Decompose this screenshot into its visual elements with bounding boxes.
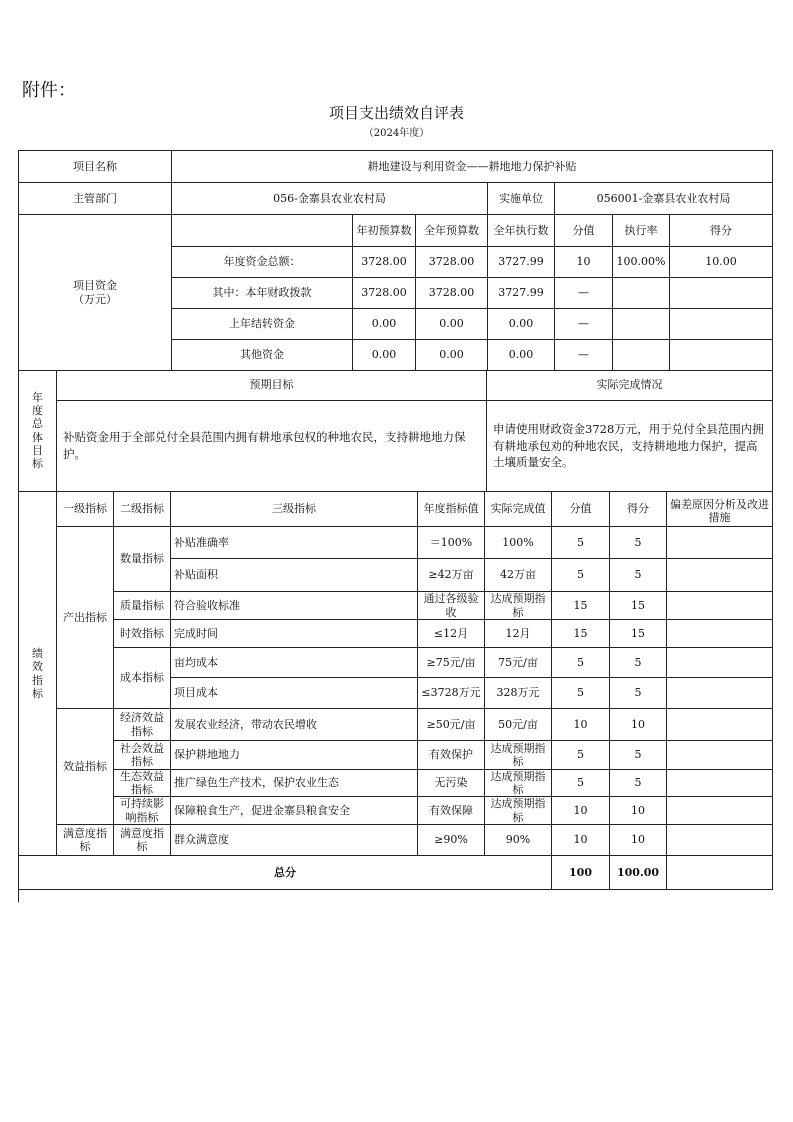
funds-label: 项目资金 （万元） — [19, 215, 172, 371]
funds-header: 分值 — [555, 215, 613, 247]
goals-side-label: 年 度 总 体 目 标 — [19, 370, 57, 492]
expected-goal-header: 预期目标 — [57, 370, 487, 401]
indicator-actual: 50元/亩 — [485, 709, 552, 741]
funds-row-label: 上年结转资金 — [172, 309, 353, 340]
indicator-score: 10 — [552, 709, 610, 741]
indicator-score: 5 — [552, 527, 610, 559]
indicator-name: 补贴准确率 — [171, 527, 418, 559]
funds-cell: 0.00 — [353, 340, 416, 371]
level2-cost: 成本指标 — [114, 648, 171, 709]
impl-value: 056001-金寨县农业农村局 — [555, 183, 773, 215]
level2-quantity: 数量指标 — [114, 527, 171, 592]
funds-cell: 3727.99 — [488, 247, 555, 278]
level2-timeliness: 时效指标 — [114, 620, 171, 648]
funds-cell: 3727.99 — [488, 278, 555, 309]
indicator-target: ≥90% — [418, 825, 485, 856]
indicator-target: ≤3728万元 — [418, 678, 485, 709]
funds-cell: 3728.00 — [353, 278, 416, 309]
actual-result-text: 申请使用财政资金3728万元，用于兑付全县范围内拥有耕地承包劝的种地农民，支持耕地地力保护，提高土壤质量安全。 — [487, 401, 773, 492]
indicator-name: 完成时间 — [171, 620, 418, 648]
funds-cell: — — [555, 340, 613, 371]
indicator-actual: 100% — [485, 527, 552, 559]
indicator-score: 15 — [552, 620, 610, 648]
indicator-target: ≥42万亩 — [418, 559, 485, 592]
funds-cell: 0.00 — [353, 309, 416, 340]
indicator-target: 无污染 — [418, 770, 485, 797]
level1-benefit: 效益指标 — [57, 709, 114, 825]
indicator-remark — [667, 709, 773, 741]
funds-cell: 0.00 — [488, 309, 555, 340]
indicator-target: ≤12月 — [418, 620, 485, 648]
funds-cell — [613, 278, 670, 309]
funds-cell — [613, 340, 670, 371]
indicator-name: 补贴面积 — [171, 559, 418, 592]
total-label: 总分 — [19, 856, 552, 890]
goals-table — [18, 370, 773, 492]
indicator-target: ≥75元/亩 — [418, 648, 485, 678]
page-title: 项目支出绩效自评表 — [328, 104, 464, 122]
indicator-remark — [667, 797, 773, 825]
total-score: 100 — [552, 856, 610, 890]
funds-cell: 10 — [555, 247, 613, 278]
indicator-name: 亩均成本 — [171, 648, 418, 678]
funds-header: 全年预算数 — [416, 215, 488, 247]
indicator-actual: 328万元 — [485, 678, 552, 709]
indicator-got: 5 — [610, 527, 667, 559]
funds-cell: 3728.00 — [416, 247, 488, 278]
indicator-score: 5 — [552, 648, 610, 678]
attachment-label: 附件： — [22, 80, 76, 101]
indicator-actual: 90% — [485, 825, 552, 856]
project-name-label: 项目名称 — [19, 151, 172, 183]
funds-header: 年初预算数 — [353, 215, 416, 247]
project-funds-table — [18, 150, 773, 371]
indicator-header: 偏差原因分析及改进措施 — [667, 492, 773, 527]
indicator-got: 5 — [610, 559, 667, 592]
impl-label: 实施单位 — [488, 183, 555, 215]
indicator-remark — [667, 825, 773, 856]
indicator-remark — [667, 592, 773, 620]
report-year: （2024年度） — [363, 128, 430, 139]
indicator-got: 15 — [610, 620, 667, 648]
indicator-score: 5 — [552, 559, 610, 592]
indicator-name: 群众满意度 — [171, 825, 418, 856]
indicator-target: ＝100% — [418, 527, 485, 559]
indicator-header: 一级指标 — [57, 492, 114, 527]
indicator-got: 15 — [610, 592, 667, 620]
dept-label: 主管部门 — [19, 183, 172, 215]
funds-header: 执行率 — [613, 215, 670, 247]
funds-cell — [670, 278, 773, 309]
indicator-header: 二级指标 — [114, 492, 171, 527]
funds-cell: 100.00% — [613, 247, 670, 278]
indicator-target: 通过各级验收 — [418, 592, 485, 620]
indicator-name: 保障粮食生产，促进金寨县粮食安全 — [171, 797, 418, 825]
actual-result-header: 实际完成情况 — [487, 370, 773, 401]
funds-row-label: 其中：本年财政拨款 — [172, 278, 353, 309]
indicator-got: 10 — [610, 797, 667, 825]
level2-ecological: 生态效益指标 — [114, 770, 171, 797]
indicators-table — [18, 492, 773, 902]
indicator-actual: 42万亩 — [485, 559, 552, 592]
dept-value: 056-金寨县农业农村局 — [172, 183, 488, 215]
funds-cell — [613, 309, 670, 340]
indicator-name: 发展农业经济，带动农民增收 — [171, 709, 418, 741]
funds-cell — [670, 309, 773, 340]
indicator-score: 5 — [552, 741, 610, 770]
indicator-remark — [667, 559, 773, 592]
total-got: 100.00 — [610, 856, 667, 890]
indicator-actual: 达成预期指标 — [485, 797, 552, 825]
funds-header: 得分 — [670, 215, 773, 247]
funds-header-blank — [172, 215, 353, 247]
indicator-got: 5 — [610, 741, 667, 770]
project-name: 耕地建设与利用资金——耕地地力保护补贴 — [172, 151, 773, 183]
funds-cell — [670, 340, 773, 371]
funds-cell: 3728.00 — [416, 278, 488, 309]
indicator-got: 5 — [610, 678, 667, 709]
indicator-remark — [667, 678, 773, 709]
indicator-remark — [667, 527, 773, 559]
indicator-header: 三级指标 — [171, 492, 418, 527]
indicator-target: ≥50元/亩 — [418, 709, 485, 741]
level1-satisfaction: 满意度指标 — [57, 825, 114, 856]
indicator-remark — [667, 770, 773, 797]
level2-quality: 质量指标 — [114, 592, 171, 620]
indicator-got: 10 — [610, 709, 667, 741]
funds-cell: — — [555, 278, 613, 309]
indicator-actual: 达成预期指标 — [485, 592, 552, 620]
indicator-header: 年度指标值 — [418, 492, 485, 527]
indicator-actual: 75元/亩 — [485, 648, 552, 678]
indicator-target: 有效保护 — [418, 741, 485, 770]
funds-header: 全年执行数 — [488, 215, 555, 247]
indicator-header: 实际完成值 — [485, 492, 552, 527]
indicator-got: 5 — [610, 648, 667, 678]
indicator-name: 推广绿色生产技术，保护农业生态 — [171, 770, 418, 797]
funds-cell: — — [555, 309, 613, 340]
funds-row-label: 其他资金 — [172, 340, 353, 371]
funds-row-label: 年度资金总额： — [172, 247, 353, 278]
indicator-score: 15 — [552, 592, 610, 620]
indicator-remark — [667, 648, 773, 678]
indicator-name: 符合验收标准 — [171, 592, 418, 620]
funds-cell: 0.00 — [416, 340, 488, 371]
level1-output: 产出指标 — [57, 527, 114, 709]
funds-cell: 0.00 — [416, 309, 488, 340]
indicator-remark — [667, 741, 773, 770]
indicator-score: 5 — [552, 770, 610, 797]
funds-cell: 3728.00 — [353, 247, 416, 278]
indicator-actual: 12月 — [485, 620, 552, 648]
level2-social: 社会效益指标 — [114, 741, 171, 770]
indicator-actual: 达成预期指标 — [485, 741, 552, 770]
indicator-remark — [667, 620, 773, 648]
expected-goal-text: 补贴资金用于全部兑付全县范围内拥有耕地承包权的种地农民，支持耕地地力保护。 — [57, 401, 487, 492]
indicator-got: 10 — [610, 825, 667, 856]
indicator-actual: 达成预期指标 — [485, 770, 552, 797]
funds-cell: 0.00 — [488, 340, 555, 371]
indicator-name: 项目成本 — [171, 678, 418, 709]
indicator-score: 5 — [552, 678, 610, 709]
level2-sustainable: 可持续影响指标 — [114, 797, 171, 825]
indicator-header: 分值 — [552, 492, 610, 527]
level2-satisfaction: 满意度指标 — [114, 825, 171, 856]
indicator-header: 得分 — [610, 492, 667, 527]
indicators-side-label: 绩 效 指 标 — [19, 492, 57, 856]
total-remark — [667, 856, 773, 890]
level2-economic: 经济效益指标 — [114, 709, 171, 741]
indicator-name: 保护耕地地力 — [171, 741, 418, 770]
indicator-target: 有效保障 — [418, 797, 485, 825]
funds-cell: 10.00 — [670, 247, 773, 278]
indicator-score: 10 — [552, 797, 610, 825]
indicator-score: 10 — [552, 825, 610, 856]
indicator-got: 5 — [610, 770, 667, 797]
